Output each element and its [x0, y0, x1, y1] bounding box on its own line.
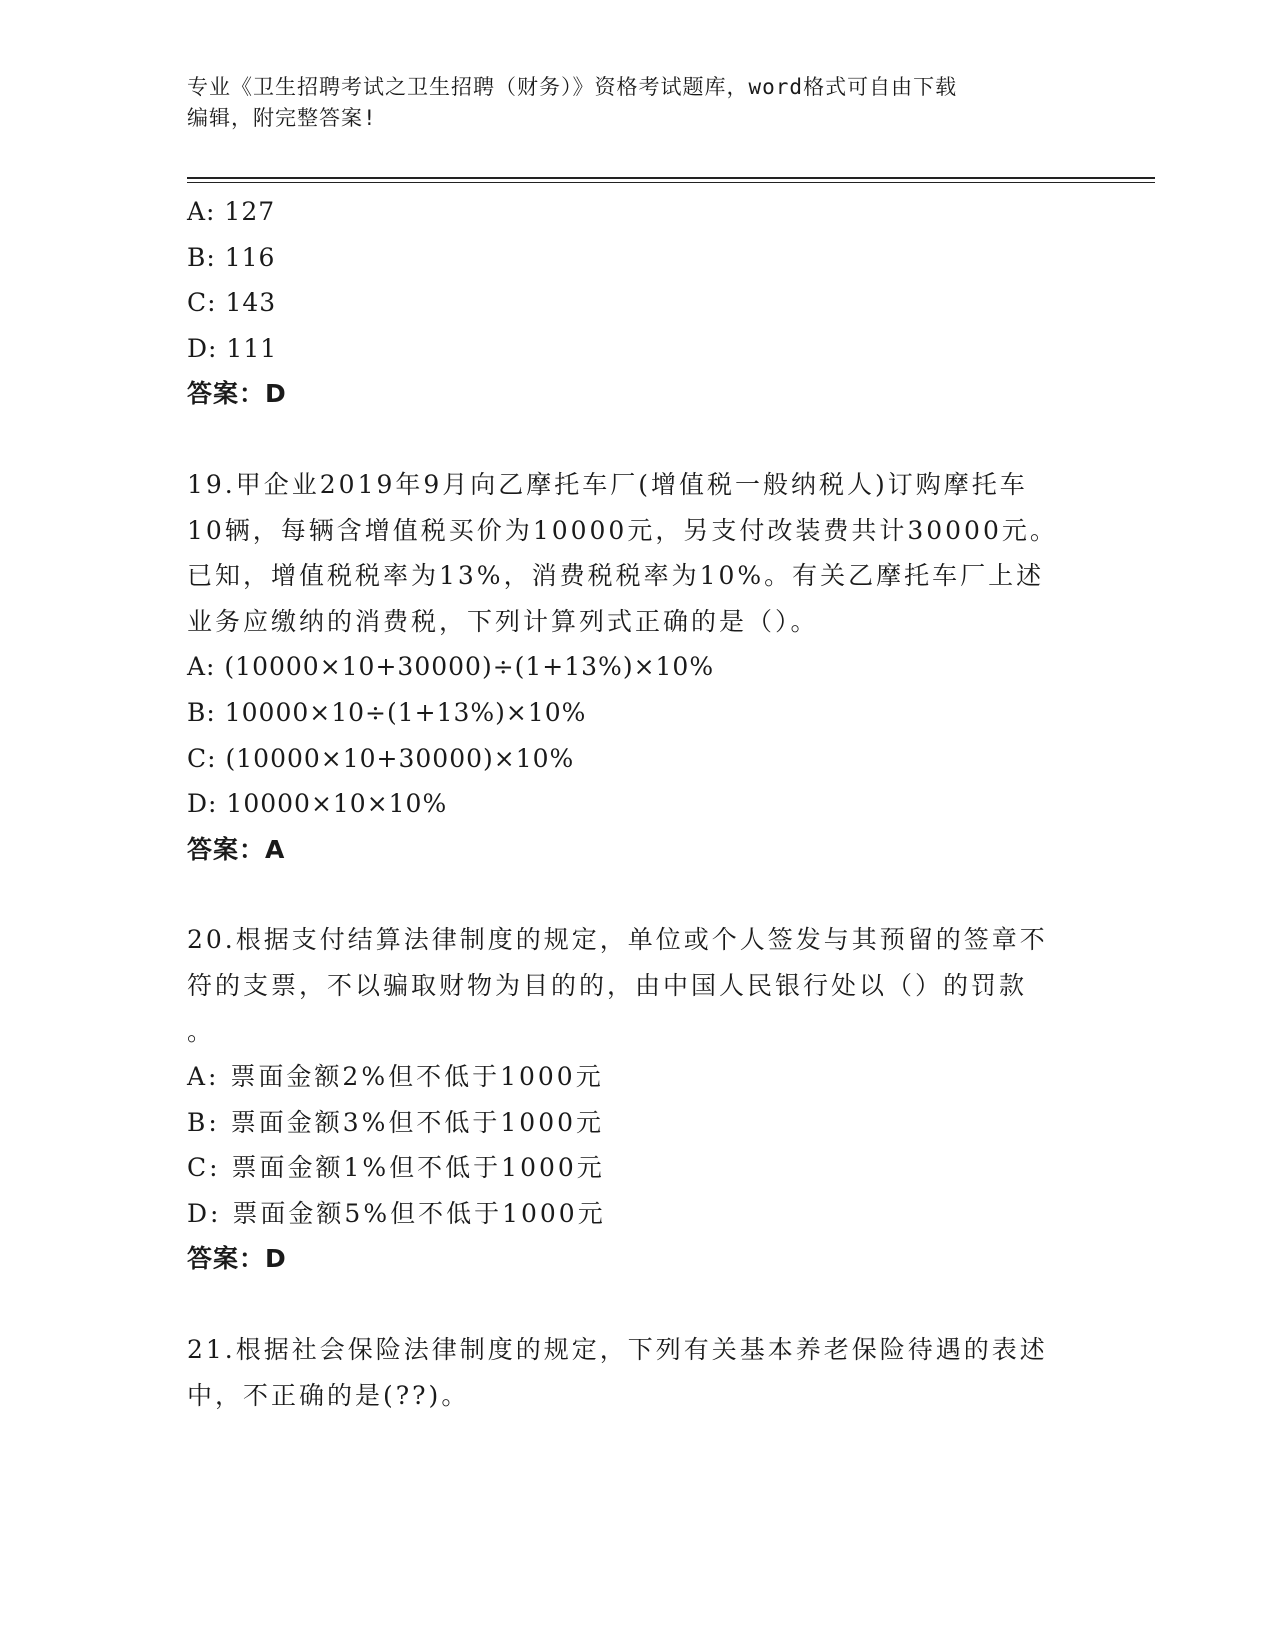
question-text-line: 10辆，每辆含增值税买价为10000元，另支付改装费共计30000元。: [187, 515, 1058, 545]
option-b: B: 票面金额3%但不低于1000元: [187, 1107, 605, 1137]
question-21: [187, 1327, 1067, 1418]
question-text-line: 业务应缴纳的消费税，下列计算列式正确的是（）。: [187, 606, 819, 636]
question-20: [187, 917, 1067, 1282]
question-text-line: 已知，增值税税率为13%，消费税税率为10%。有关乙摩托车厂上述: [187, 561, 1045, 591]
option-c: C: 票面金额1%但不低于1000元: [187, 1153, 605, 1183]
question-text-line: 中，不正确的是(??)。: [187, 1380, 470, 1410]
option-a: A: (10000×10+30000)÷(1+13%)×10%: [187, 652, 715, 682]
header-line-2: 编辑，附完整答案!: [187, 106, 377, 130]
option-d: D: 10000×10×10%: [187, 789, 448, 819]
answer: 答案：D: [187, 379, 287, 409]
header-divider-thin: [187, 182, 1155, 183]
header-divider-thick: [187, 177, 1155, 179]
question-text-line: 21.根据社会保险法律制度的规定，下列有关基本养老保险待遇的表述: [187, 1335, 1048, 1365]
option-c: C: (10000×10+30000)×10%: [187, 743, 575, 773]
option-d: D: 111: [187, 333, 278, 363]
option-a: A: 127: [187, 197, 276, 226]
answer: 答案：D: [187, 1244, 287, 1274]
header-line-1: 专业《卫生招聘考试之卫生招聘（财务）》资格考试题库，word格式可自由下载: [187, 75, 958, 99]
option-b: B: 116: [187, 242, 276, 272]
question-content: [187, 189, 1067, 1418]
answer: 答案：A: [187, 834, 286, 864]
question-19: [187, 462, 1067, 872]
question-text-line: 。: [187, 1016, 216, 1046]
option-c: C: 143: [187, 288, 277, 318]
question-text-line: 符的支票，不以骗取财物为目的的，由中国人民银行处以（）的罚款: [187, 970, 1028, 1000]
question-text-line: 20.根据支付结算法律制度的规定，单位或个人签发与其预留的签章不: [187, 925, 1048, 955]
document-header: [187, 72, 1067, 134]
question-18: [187, 189, 1067, 417]
option-b: B: 10000×10÷(1+13%)×10%: [187, 697, 587, 727]
question-text-line: 19.甲企业2019年9月向乙摩托车厂(增值税一般纳税人)订购摩托车: [187, 469, 1028, 499]
option-a: A: 票面金额2%但不低于1000元: [187, 1062, 604, 1092]
option-d: D: 票面金额5%但不低于1000元: [187, 1198, 606, 1228]
